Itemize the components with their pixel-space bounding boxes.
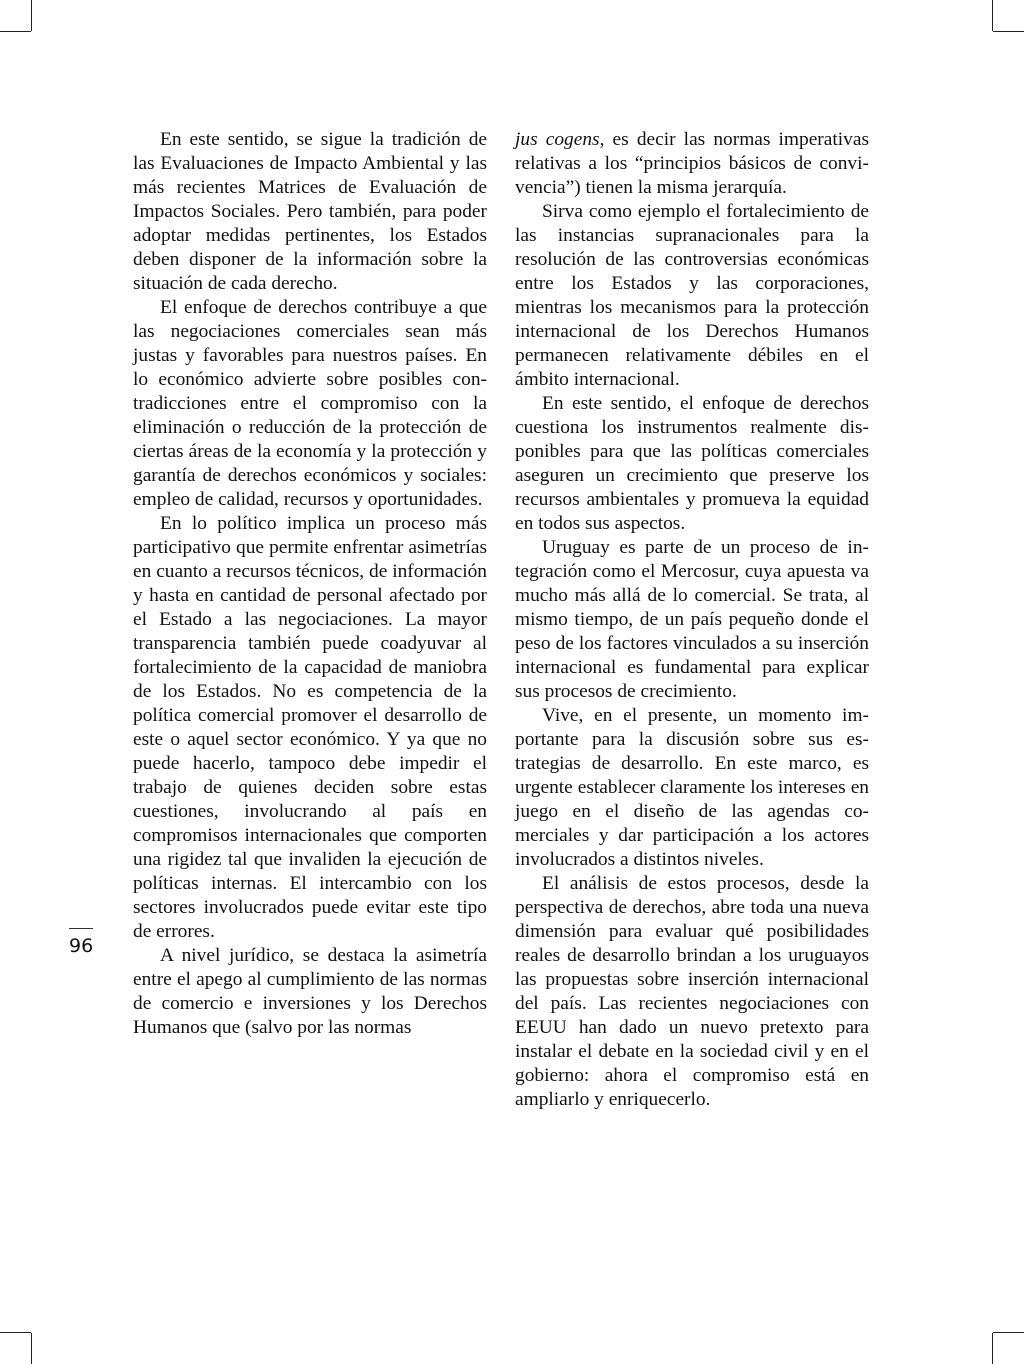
left-paragraph-4: A nivel jurídico, se destaca la asimetría entre el apego al cumplimiento de las normas de comercio e inversiones y los Derechos Humanos que (salvo por las normas [133, 945, 487, 1038]
right-paragraph-1 [515, 128, 869, 200]
left-paragraph-3: En lo político implica un proceso más participativo que permite enfrentar asimetrías en cuanto a recursos técnicos, de información y hasta en cantidad de personal afectado por el Estado a las negociaciones. La mayor transparencia también puede coadyuvar al fortalecimiento de la capacidad de maniobra de los Estados. No es competencia de la política comercial promover el desarrollo de este o aquel sector económico. Y ya que no puede hacerlo, tampoco debe impedir el trabajo de quienes deciden sobre estas cuestiones, involucrando al país en compromisos internacionales que comporten una rigidez tal que invaliden la ejecución de políticas internas. El intercambio con los sectores involucrados puede evitar este tipo de errores. [133, 513, 487, 942]
left-text-column [133, 128, 487, 1040]
crop-mark-bottom-left-horizontal [0, 1332, 31, 1333]
page-number-rule [69, 928, 93, 929]
left-paragraph-1: En este sentido, se sigue la tradición de las Evaluaciones de Impacto Ambiental y las más recientes Matrices de Evaluación de Impactos Sociales. Pero también, para poder adoptar medidas pertinentes, los Estados deben disponer de la información sobre la situación de cada derecho. [133, 129, 487, 294]
right-paragraph-3: En este sentido, el enfoque de derechos cuestiona los instrumentos realmente disponibles para que las políticas comerciales aseguren un crecimiento que preserve los recursos ambientales y promueva la equidad en todos sus aspectos. [515, 393, 869, 534]
italic-term: jus cogens [515, 129, 600, 150]
left-paragraph-2: El enfoque de derechos contribuye a que las negociaciones comerciales sean más justas y favorables para nuestros países. En lo económico advierte sobre posibles contradicciones entre el compromiso con la eliminación o reducción de la protección de ciertas áreas de la economía y la protección y garantía de derechos económicos y sociales: empleo de calidad, recursos y oportunidades. [133, 297, 487, 510]
crop-mark-bottom-right-horizontal [993, 1332, 1024, 1333]
right-paragraph-6: El análisis de estos procesos, desde la perspectiva de derechos, abre toda una nueva dimensión para evaluar qué posibilidades reales de desarrollo brindan a los uruguayos las propuestas sobre inserción internacional del país. Las recientes negociaciones con EEUU han dado un nuevo pretexto para instalar el debate en la sociedad civil y en el gobierno: ahora el compromiso está en ampliarlo y enriquecerlo. [515, 873, 869, 1110]
crop-mark-top-left-vertical [31, 0, 32, 31]
crop-mark-top-right-horizontal [993, 31, 1024, 32]
right-paragraph-5: Vive, en el presente, un momento importante para la discusión sobre sus estrategias de desarrollo. En este marco, es urgente establecer claramente los intereses en juego en el diseño de las agendas comerciales y dar participación a los actores involucrados a distintos niveles. [515, 705, 869, 870]
crop-mark-top-left-horizontal [0, 31, 31, 32]
crop-mark-top-right-vertical [992, 0, 993, 31]
right-paragraph-4: Uruguay es parte de un proceso de integración como el Mercosur, cuya apuesta va mucho más allá de lo comercial. Se trata, al mismo tiempo, de un país pequeño donde el peso de los factores vinculados a su inserción internacional es fundamental para explicar sus procesos de crecimiento. [515, 537, 869, 702]
right-text-column [515, 128, 869, 1112]
crop-mark-bottom-right-vertical [992, 1333, 993, 1364]
page-number: 96 [69, 935, 94, 957]
crop-mark-bottom-left-vertical [31, 1333, 32, 1364]
right-paragraph-1-rest: , es decir las normas imperativas relativas a los “principios básicos de convivencia”) tienen la misma jerarquía. [515, 129, 869, 198]
right-paragraph-2: Sirva como ejemplo el fortalecimiento de las instancias supranacionales para la resolución de las controversias económicas entre los Estados y las corporaciones, mientras los mecanismos para la protección internacional de los Derechos Humanos permanecen relativamente débiles en el ámbito internacional. [515, 201, 869, 390]
